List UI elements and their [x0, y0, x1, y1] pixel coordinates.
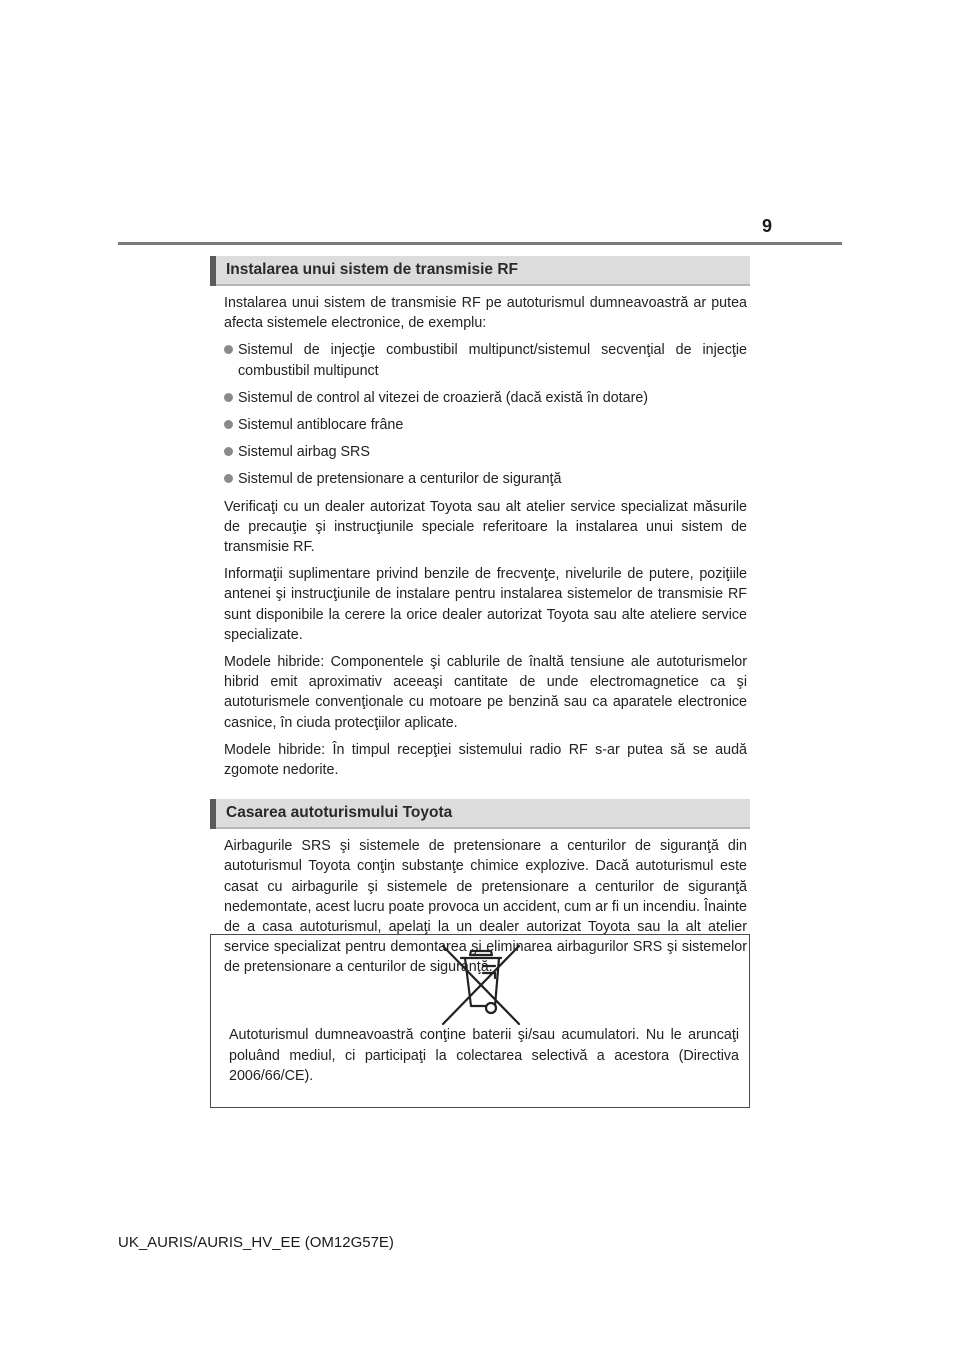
section-body-rf-transmission [210, 293, 750, 780]
list-item [224, 469, 747, 489]
list-item-text: Sistemul de pretensionare a centurilor de siguranţă [238, 471, 562, 488]
battery-disposal-notice [210, 934, 750, 1108]
bullet-dot-icon [224, 420, 233, 429]
list-item [224, 442, 747, 462]
paragraph: Modele hibride: În timpul recepţiei sistemului radio RF s-ar putea să se audă zgomote nedorite. [224, 741, 747, 779]
bullet-dot-icon [224, 393, 233, 402]
crossed-out-wheelie-bin-icon [439, 940, 523, 1026]
bullet-dot-icon [224, 447, 233, 456]
list-item-text: Sistemul antiblocare frâne [238, 417, 404, 434]
list-item-text: Sistemul de injecţie combustibil multipunct/sistemul secvenţial de injecţie combustibil multipunct [238, 342, 747, 379]
bullet-dot-icon [224, 474, 233, 483]
paragraph: Verificaţi cu un dealer autorizat Toyota sau alt atelier service specializat măsurile de precauţie şi instrucţiunile speciale referitoare la instalarea unui sistem de transmisie RF. [224, 498, 747, 556]
page-content [210, 256, 750, 985]
paragraph: Modele hibride: Componentele şi cablurile de înaltă tensiune ale autoturismelor hibrid emit aproximativ aceeaşi cantitate de unde electromagnetice ca şi autoturismele convenţionale cu motoare pe benzină sau ca aparatele electronice casnice, în ciuda protecţiilor aplicate. [224, 654, 747, 731]
page-number: 9 [761, 216, 772, 236]
notice-text: Autoturismul dumneavoastră conţine baterii şi/sau acumulatori. Nu le aruncaţi poluând mediul, ci participaţi la colectarea selectivă a acestora (Directiva 2006/66/CE). [229, 1027, 739, 1084]
section-title-rf-transmission: Instalarea unui sistem de transmisie RF [210, 256, 750, 286]
list-item [224, 340, 747, 380]
list-item-text: Sistemul de control al vitezei de croazieră (dacă există în dotare) [238, 389, 649, 406]
list-item [224, 415, 747, 435]
bullet-dot-icon [224, 345, 233, 354]
document-footer-code: UK_AURIS/AURIS_HV_EE (OM12G57E) [118, 1234, 394, 1251]
list-item [224, 388, 747, 408]
list-item-text: Sistemul airbag SRS [238, 444, 370, 461]
section-title-vehicle-scrapping: Casarea autoturismului Toyota [210, 799, 750, 829]
paragraph-intro: Instalarea unui sistem de transmisie RF pe autoturismul dumneavoastră ar putea afecta sistemele electronice, de exemplu: [224, 295, 747, 332]
affected-systems-list [224, 340, 747, 489]
paragraph: Informaţii suplimentare privind benzile de frecvenţe, nivelurile de putere, poziţiile antenei şi instrucţiunile de instalare pentru instalarea sistemelor de transmisie RF sunt disponibile la cerere la orice dealer autorizat Toyota sau alte ateliere service specializate. [224, 566, 747, 643]
header-rule [118, 242, 842, 245]
paragraph: Airbagurile SRS şi sistemele de pretensionare a centurilor de siguranţă din autoturismul Toyota conţin substanţe chimice explozive. Dacă autoturismul este casat cu airbagurile şi sistemele de pretensionare a centurilor de siguranţă nedemontate, acest lucru poate provoca un accident, cum ar fi un incendiu. Înainte de a casa autoturismul, apelaţi la un dealer autorizat Toyota sau la alt atelier service specializat pentru demontarea şi eliminarea airbagurilor SRS şi sistemelor de pretensionare a centurilor de siguranţă. [224, 838, 747, 976]
